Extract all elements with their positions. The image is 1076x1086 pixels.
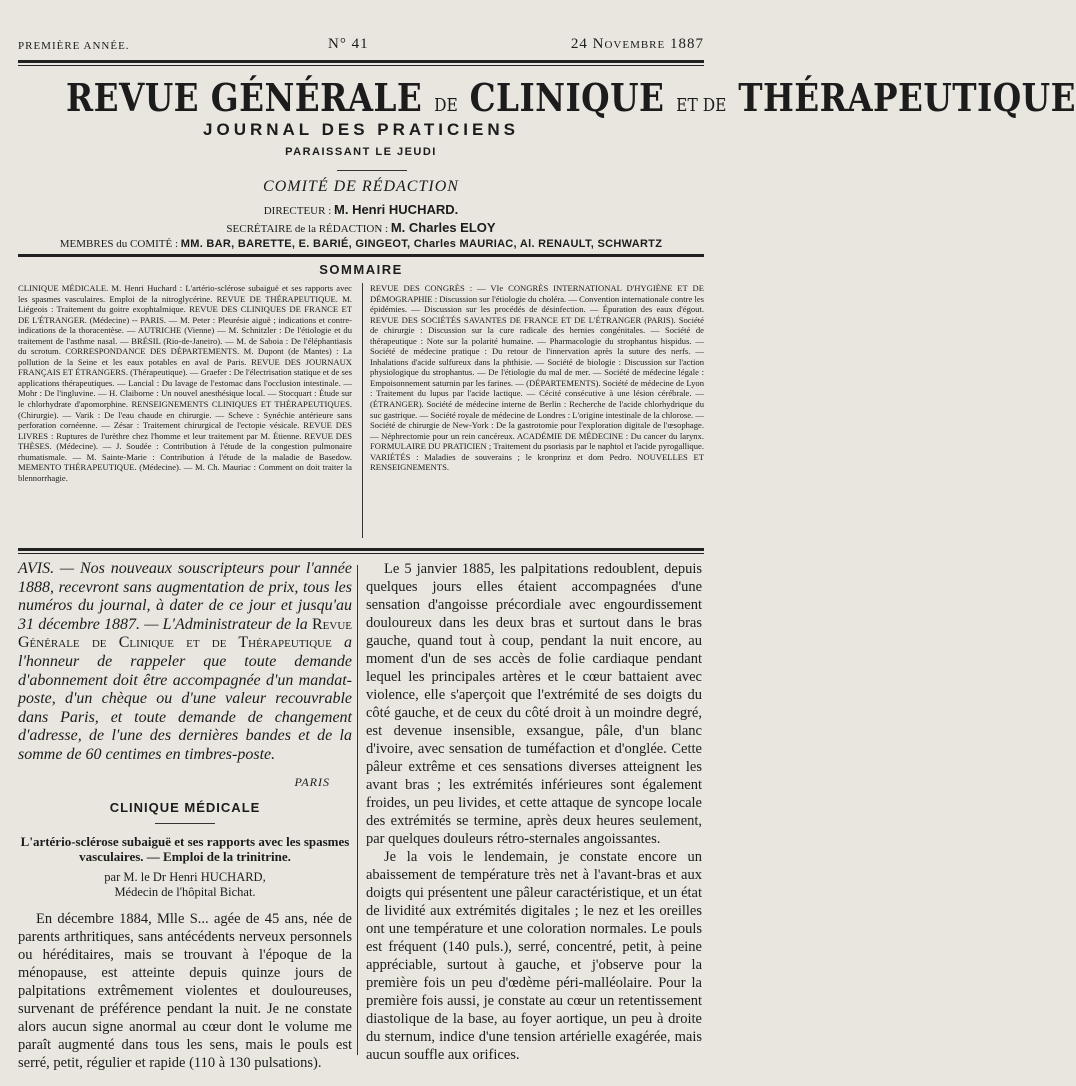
article-location: PARIS: [294, 774, 330, 789]
year-label: PREMIÈRE ANNÉE.: [18, 40, 130, 52]
article-author: par M. le Dr Henri HUCHARD,: [104, 869, 266, 884]
header-rule-thin: [18, 65, 704, 66]
issue-number: N° 41: [328, 36, 369, 52]
sommaire-rule: [18, 548, 704, 551]
sommaire-title: SOMMAIRE: [319, 262, 403, 277]
right-column: [366, 560, 702, 1064]
issue-header: [18, 36, 704, 56]
article-paragraph-2: Le 5 janvier 1885, les palpitations redoublent, depuis quelques jours elles étaient accompagnées d'une sensation d'angoisse précordiale avec engourdissement douloureux dans les deux bras et surtout dans le bras gauche, quand tout à coup, pendant la nuit encore, au moment d'un de ses accès de folie cardiaque pendant lequel les principales artères et le cœur battaient avec violence, elle s'aperçoit que l'extrémité de ses doigts du côté gauche, et de ceux du côté droit à un moindre degré, est devenue insensible, exsangue, pâle, d'un blanc d'ivoire, avec sensation de tuméfaction et d'onglée. Cette pâleur extrême et ces sensations diverses atteignent les avant bras ; les extrémités inférieures sont également froides, un peu livides, et cette attaque de syncope locale des extrémités se termine, après deux heures seulement, par quelques douleurs rétro-sternales angoissantes.: [366, 561, 702, 847]
sommaire-divider: [362, 283, 363, 538]
ornament-rule: [337, 170, 407, 171]
members-line: MEMBRES du COMITÉ : MM. BAR, BARETTE, E. BARIÉ, GINGEOT, Charles MAURIAC, Al. RENAULT, SCHWARTZ: [59, 238, 663, 250]
director-line: DIRECTEUR : M. Henri HUCHARD.: [263, 202, 459, 217]
sommaire-right-column: [370, 283, 704, 473]
article-title: L'artério-sclérose subaiguë et ses rapports avec les spasmes vasculaires. — Emploi de la trinitrine.: [20, 833, 350, 864]
article-affiliation: Médecin de l'hôpital Bichat.: [114, 884, 256, 899]
section-title: CLINIQUE MÉDICALE: [109, 799, 261, 815]
left-column: [18, 560, 352, 1086]
journal-subtitle: JOURNAL DES PRATICIENS: [203, 120, 519, 139]
sommaire-rule-thin: [18, 553, 704, 554]
issue-date: 24 Novembre 1887: [570, 36, 704, 52]
publication-frequency: PARAISSANT LE JEUDI: [285, 146, 437, 158]
subscription-notice: AVIS. — Nos nouveaux souscripteurs pour l'année 1888, recevront sans augmentation de prix, tous les numéros du journal, à dater de ce jour et jusqu'au 31 décembre 1887. — L'Administrateur de la Revue Générale de Clinique et de Thérapeutique a l'honneur de rappeler que toute demande d'abonnement doit être accompagnée d'un mandat-poste, d'un chèque ou d'une valeur recouvrable dans Paris, et toute demande de changement d'adresse, de l'une des dernières bandes et de la somme de 60 centimes en timbres-poste.: [18, 560, 352, 763]
article-paragraph-3: Je la vois le lendemain, je constate encore un abaissement de température très net à l'avant-bras et aux doigts qui présentent une pâleur caractéristique, et un état de lividité aux extrémités digitales ; le nez et les oreilles ont une température et une coloration normales. Le pouls est fréquent (140 puls.), serré, concentré, petit, à peine appréciable, surtout à gauche, et j'observe pour la première fois un peu d'œdème péri-malléolaire. Pour la première fois aussi, je constate au cœur un retentissement diastolique de la base, au foyer aortique, un peu à droite du sternum, indice d'une tension artérielle exagérée, mais aucun souffle aux orifices.: [366, 849, 702, 1063]
masthead-title: REVUE GÉNÉRALE DE CLINIQUE ET DE THÉRAPEUTIQUE: [66, 75, 1076, 120]
sommaire-left-column: [18, 283, 352, 483]
committee-title: COMITÉ DE RÉDACTION: [263, 178, 459, 195]
sommaire-right-text: REVUE DES CONGRÈS : — VIe CONGRÈS INTERNATIONAL D'HYGIÈNE ET DE DÉMOGRAPHIE : Discussion sur l'étiologie du choléra. — Convention internationale contre les épidémies. — Discussion sur les procédés de désinfection. — Épuration des eaux d'égout. REVUE DES SOCIÉTÉS SAVANTES DE FRANCE ET DE L'ÉTRANGER (PARIS). Société de chirurgie : Discussion sur la cure radicale des hernies congénitales. — Société de thérapeutique : Note sur la polarité humaine. — Pharmacologie du strophantus hispidus. — Société de médecine pratique : Du retour de l'innervation après la suture des nerfs. — Inhalations d'acide sulfureux dans la phthisie. — Société de biologie : Discussion sur l'action physiologique du strophantus. — De l'étiologie du mal de mer. — Société de médecine légale : Empoisonnement saturnin par les farines. — (DÉPARTEMENTS). Société de médecine de Lyon : Traitement du lupus par l'acide lactique. — Cécité consécutive à une lésion cérébrale. — (ÉTRANGER). Société de médecine interne de Berlin : Recherche de l'acide chlorhydrique du suc gastrique. — Société royale de médecine de Londres : L'origine intestinale de la chlorose. — Société de chirurgie de New-York : De la gastrotomie pour l'exploration digitale de l'œsophage. — Néphrectomie pour un rein cancéreux. ACADÉMIE DE MÉDECINE : Du cancer du larynx. FORMULAIRE DU PRATICIEN ; Traitement du psoriasis par le naphtol et l'acide pyrogallique. VARIÉTÉS : Maladies de souverains ; le kronprinz et dom Pedro. NOUVELLES ET RENSEIGNEMENTS.: [370, 283, 704, 473]
committee-rule: [18, 254, 704, 257]
sommaire-block: [18, 283, 704, 538]
header-rule: [18, 60, 704, 63]
section-rule: [155, 823, 215, 824]
sommaire-left-text: CLINIQUE MÉDICALE. M. Henri Huchard : L'artério-sclérose subaiguë et ses rapports avec les spasmes vasculaires. Emploi de la nitroglycérine. REVUE DE THÉRAPEUTIQUE. M. Liégeois : Traitement du goitre exophtalmique. REVUE DES CLINIQUES DE FRANCE ET DE L'ÉTRANGER. (Médecine) -- PARIS. — M. Peter : Pleurésie aiguë ; indications et contre-indications de la thoracentèse. — AUTRICHE (Vienne) — M. Schnitzler : De l'étiologie et du traitement de l'asthme nasal. — BRÉSIL (Rio-de-Janeiro). — M. de Saboia : De l'éléphantiasis du scrotum. CORRESPONDANCE DES DÉPARTEMENTS. M. Dupont (de Mantes) : La pollution de la Seine et les eaux potables en aval de Paris. REVUE DES JOURNAUX FRANÇAIS ET ÉTRANGERS. (Thérapeutique). — Graefer : De l'électrisation statique et de ses applications thérapeutiques. — Lancial : Du lavage de l'estomac dans l'occlusion intestinale. — Mohr : De l'ingluvine. — H. Claiborne : Un nouvel anesthésique local. — Stocquart : Étude sur le chlorhydrate d'apomorphine. RENSEIGNEMENTS CLINIQUES ET THÉRAPEUTIQUES. (Chirurgie). — Varik : De l'eau chaude en chirurgie. — Scheve : Synéchie antérieure sans perforation cornéenne. — Zésar : Traitement chirurgical de l'ectopie vésicale. REVUE DES LIVRES : Ruptures de l'urèthre chez l'homme et leur traitement par M. Étienne. REVUE DES THÈSES. (Médecine). — J. Soudée : Contribution à l'étude de la congestion pulmonaire rhumatismale. — M. Sainte-Marie : Contribution à l'étude de la maladie de Basedow. MEMENTO THÉRAPEUTIQUE. (Médecine). — M. Ch. Mauriac : Comment on doit traiter la blennorrhagie.: [18, 283, 352, 483]
revue-name: Revue Générale de Clinique et de Thérapeutique: [18, 615, 352, 652]
secretary-line: SECRÉTAIRE de la RÉDACTION : M. Charles ELOY: [226, 220, 496, 235]
article-paragraph-1: En décembre 1884, Mlle S... agée de 45 ans, née de parents arthritiques, sans antécédents nerveux personnels ou héréditaires, mais se trouvant à l'époque de la ménopause, est atteinte depuis quinze jours de palpitations extrêmement violentes et douloureuses, survenant de préférence pendant la nuit. Je ne constate alors aucun signe anormal au cœur dont le volume me paraît augmenté dans tous les sens, mais le pouls est serré, petit, régulier et rapide (110 à 130 pulsations).: [18, 910, 352, 1071]
column-divider: [357, 565, 358, 1055]
